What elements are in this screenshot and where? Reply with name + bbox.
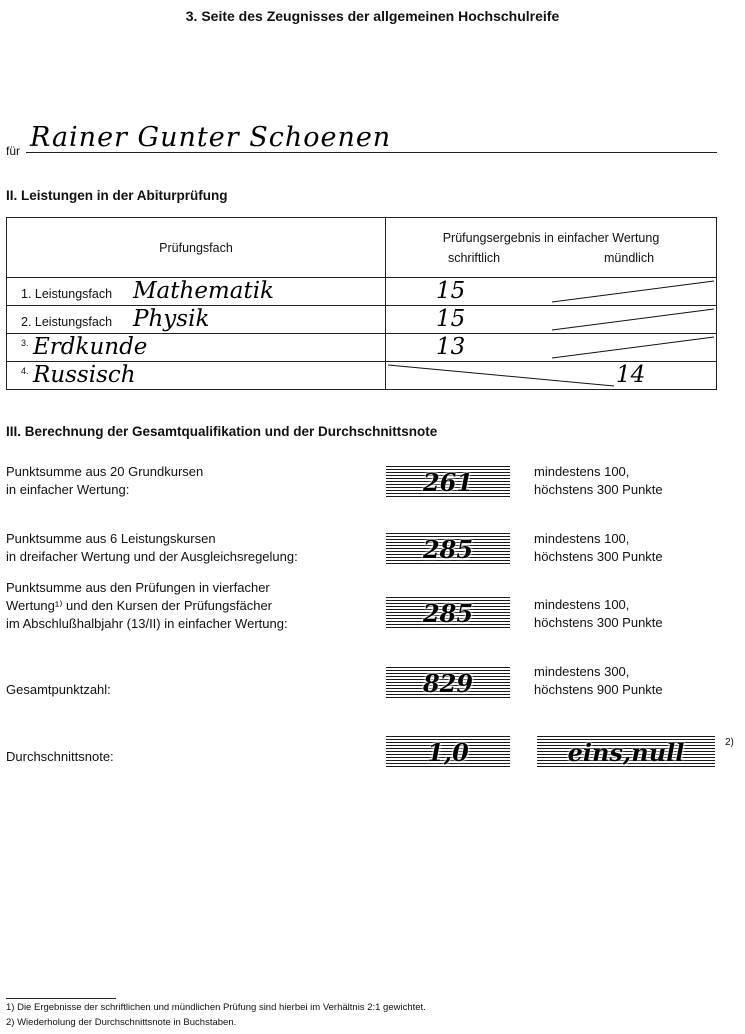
calc-label-gesamtpunktzahl: Gesamtpunktzahl: xyxy=(6,682,111,697)
oral-header: mündlich xyxy=(604,250,655,265)
subject-handwritten: Erdkunde xyxy=(33,334,148,360)
section-3-heading: III. Berechnung der Gesamtqualifikation und der Durchschnittsnote xyxy=(6,424,438,439)
written-grade: 13 xyxy=(436,334,466,360)
subject-handwritten: Russisch xyxy=(33,362,136,388)
calc-range-note: mindestens 100, höchstens 300 Punkte xyxy=(534,531,663,564)
section-2-heading: II. Leistungen in der Abiturprüfung xyxy=(6,188,228,203)
result-cell xyxy=(386,362,717,390)
oral-strike-line xyxy=(546,334,716,361)
subject-cell xyxy=(7,306,386,334)
result-column-header xyxy=(386,218,717,278)
score-value: 285 xyxy=(422,599,474,628)
average-value: 1,0 xyxy=(427,738,469,767)
average-footnote-mark: 2) xyxy=(725,737,734,748)
result-cell xyxy=(386,334,717,362)
subject-cell xyxy=(7,362,386,390)
page-title: 3. Seite des Zeugnisses der allgemeinen Hochschulreife xyxy=(185,8,560,24)
row-label: 4. xyxy=(21,366,29,376)
table-header-row xyxy=(7,218,717,278)
row-label: 3. xyxy=(21,338,29,348)
for-label: für xyxy=(6,144,21,158)
written-header: schriftlich xyxy=(447,250,501,265)
oral-strike-line xyxy=(546,306,716,333)
calc-label-grundkurse: Punktsumme aus 20 Grundkursen in einfacher Wertung: xyxy=(6,464,204,497)
result-cell xyxy=(386,278,717,306)
written-strike-line xyxy=(386,362,616,389)
table-row xyxy=(7,306,717,334)
row-label: 2. Leistungsfach xyxy=(21,315,113,329)
calc-label-pruefungen: Punktsumme aus den Prüfungen in vierfacher Wertung¹⁾ und den Kursen der Prüfungsfächer im Abschlußhalbjahr (13/II) in einfacher Wertung: xyxy=(6,580,288,631)
subject-cell xyxy=(7,334,386,362)
score-value: 829 xyxy=(422,669,474,698)
written-grade: 15 xyxy=(436,278,466,304)
calc-range-note: mindestens 100, höchstens 300 Punkte xyxy=(534,597,663,630)
average-box xyxy=(386,736,510,768)
name-underline xyxy=(26,152,717,153)
score-box-grundkurse xyxy=(386,466,510,498)
calc-label-leistungskurse: Punktsumme aus 6 Leistungskursen in dreifacher Wertung und der Ausgleichsregelung: xyxy=(6,531,298,564)
score-value: 285 xyxy=(422,535,474,564)
table-row xyxy=(7,362,717,390)
table-row xyxy=(7,334,717,362)
written-grade: 15 xyxy=(436,306,466,332)
footnote-rule xyxy=(6,998,116,999)
footnote-1: 1) Die Ergebnisse der schriftlichen und mündlichen Prüfung sind hierbei im Verhältnis 2:1 gewichtet. xyxy=(6,1002,426,1013)
subject-cell xyxy=(7,278,386,306)
oral-strike-line xyxy=(546,278,716,305)
calc-range-note: mindestens 100, höchstens 300 Punkte xyxy=(534,464,663,497)
average-words-box xyxy=(537,736,715,768)
exam-results-table xyxy=(6,217,717,390)
score-value: 261 xyxy=(422,468,474,497)
subject-column-header: Prüfungsfach xyxy=(7,218,386,278)
student-name-handwritten: Rainer Gunter Schoenen xyxy=(30,122,392,153)
table-row xyxy=(7,278,717,306)
oral-grade: 14 xyxy=(616,362,646,388)
score-box-gesamt xyxy=(386,667,510,699)
result-header-title: Prüfungsergebnis in einfacher Wertung xyxy=(442,230,660,245)
subject-handwritten: Physik xyxy=(133,306,210,332)
score-box-pruefungen xyxy=(386,597,510,629)
subject-handwritten: Mathematik xyxy=(133,278,274,304)
score-box-leistungskurse xyxy=(386,533,510,565)
footnote-2: 2) Wiederholung der Durchschnittsnote in Buchstaben. xyxy=(6,1017,237,1028)
average-label: Durchschnittsnote: xyxy=(6,749,114,764)
row-label: 1. Leistungsfach xyxy=(21,287,113,301)
result-cell xyxy=(386,306,717,334)
average-words: eins,null xyxy=(567,738,685,767)
calc-range-note: mindestens 300, höchstens 900 Punkte xyxy=(534,664,663,697)
